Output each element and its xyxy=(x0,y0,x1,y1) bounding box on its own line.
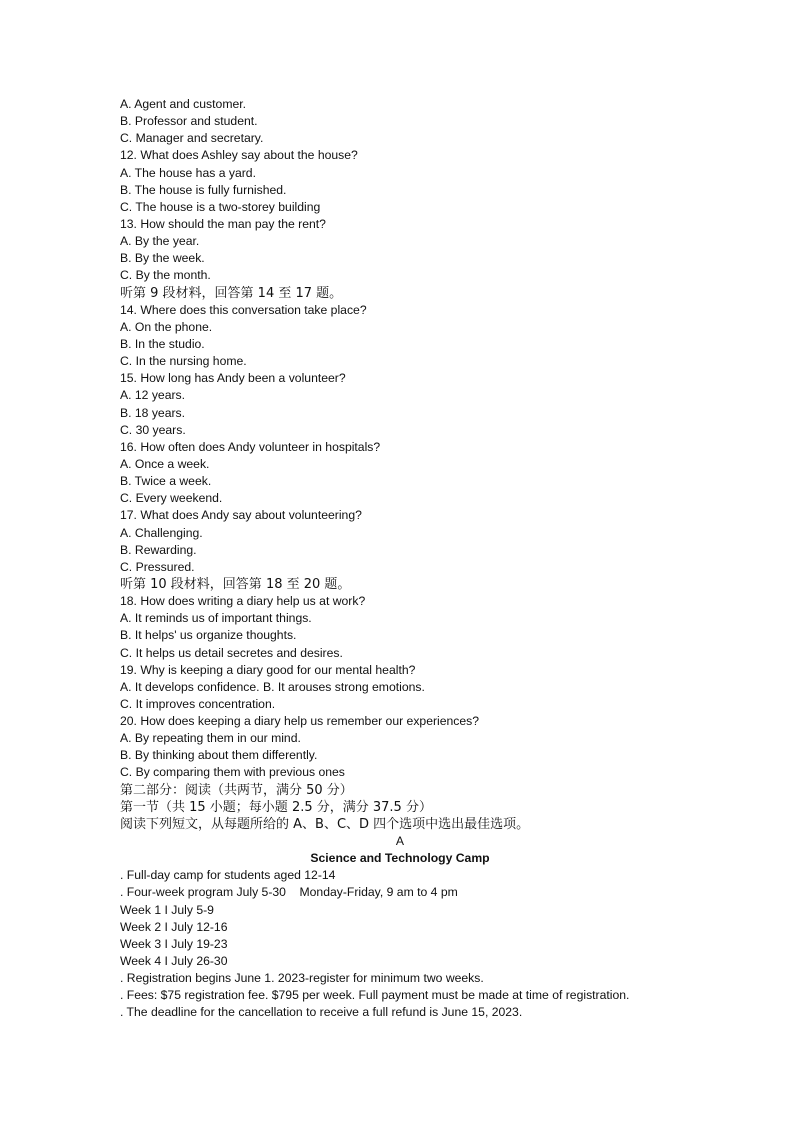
question-17: 17. What does Andy say about volunteering? xyxy=(120,508,362,523)
camp-week-4: Week 4 I July 26-30 xyxy=(120,954,228,969)
question-16: 16. How often does Andy volunteer in hospitals? xyxy=(120,439,381,454)
option-a-q12: A. The house has a yard. xyxy=(120,165,256,180)
question-15: 15. How long has Andy been a volunteer? xyxy=(120,371,346,386)
option-b-q12: B. The house is fully furnished. xyxy=(120,182,287,197)
passage-title: Science and Technology Camp xyxy=(310,851,490,866)
section-1-heading: 第一节（共 15 小题；每小题 2.5 分，满分 37.5 分） xyxy=(120,799,432,815)
option-b-q20: B. By thinking about them differently. xyxy=(120,748,318,763)
section-part-2-heading: 第二部分：阅读（共两节，满分 50 分） xyxy=(120,782,353,798)
option-c-q15: C. 30 years. xyxy=(120,422,186,437)
question-14: 14. Where does this conversation take place? xyxy=(120,302,367,317)
camp-bullet-program: . Four-week program July 5-30 Monday-Friday, 9 am to 4 pm xyxy=(120,885,458,900)
option-c-q19: C. It improves concentration. xyxy=(120,696,276,711)
reading-instruction: 阅读下列短文，从每题所给的 A、B、C、D 四个选项中选出最佳选项。 xyxy=(120,816,530,832)
option-a-q16: A. Once a week. xyxy=(120,456,210,471)
option-c-q18: C. It helps us detail secretes and desires. xyxy=(120,645,343,660)
instruction-material-10: 听第 10 段材料，回答第 18 至 20 题。 xyxy=(120,576,351,592)
option-b-q15: B. 18 years. xyxy=(120,405,186,420)
document-page xyxy=(120,96,680,1022)
instruction-material-9: 听第 9 段材料，回答第 14 至 17 题。 xyxy=(120,285,343,301)
question-18: 18. How does writing a diary help us at work? xyxy=(120,594,366,609)
option-a-q20: A. By repeating them in our mind. xyxy=(120,731,301,746)
camp-week-2: Week 2 I July 12-16 xyxy=(120,919,228,934)
option-b-q13: B. By the week. xyxy=(120,251,205,266)
option-a-q15: A. 12 years. xyxy=(120,388,186,403)
option-c-q13: C. By the month. xyxy=(120,268,211,283)
option-a-q14: A. On the phone. xyxy=(120,319,213,334)
option-b-q18: B. It helps' us organize thoughts. xyxy=(120,628,297,643)
question-20: 20. How does keeping a diary help us remember our experiences? xyxy=(120,714,480,729)
camp-week-3: Week 3 I July 19-23 xyxy=(120,936,228,951)
option-c-q20: C. By comparing them with previous ones xyxy=(120,765,345,780)
camp-week-1: Week 1 I July 5-9 xyxy=(120,902,214,917)
option-a-q13: A. By the year. xyxy=(120,234,200,249)
question-13: 13. How should the man pay the rent? xyxy=(120,216,326,231)
option-c-q17: C. Pressured. xyxy=(120,559,195,574)
camp-bullet-age: . Full-day camp for students aged 12-14 xyxy=(120,868,336,883)
option-b-q16: B. Twice a week. xyxy=(120,474,212,489)
option-b-q17: B. Rewarding. xyxy=(120,542,197,557)
option-ab-q19: A. It develops confidence. B. It arouses strong emotions. xyxy=(120,679,425,694)
option-b-q11: B. Professor and student. xyxy=(120,114,258,129)
option-c-q11: C. Manager and secretary. xyxy=(120,131,264,146)
passage-label: A xyxy=(395,834,405,849)
option-a-q17: A. Challenging. xyxy=(120,525,203,540)
option-a-q11: A. Agent and customer. xyxy=(120,97,247,111)
question-12: 12. What does Ashley say about the house? xyxy=(120,148,358,163)
option-a-q18: A. It reminds us of important things. xyxy=(120,611,312,626)
camp-bullet-registration: . Registration begins June 1. 2023-register for minimum two weeks. xyxy=(120,971,484,986)
option-c-q16: C. Every weekend. xyxy=(120,491,223,506)
camp-bullet-refund: . The deadline for the cancellation to receive a full refund is June 15, 2023. xyxy=(120,1005,523,1020)
option-b-q14: B. In the studio. xyxy=(120,336,205,351)
question-19: 19. Why is keeping a diary good for our mental health? xyxy=(120,662,416,677)
option-c-q12: C. The house is a two-storey building xyxy=(120,199,321,214)
option-c-q14: C. In the nursing home. xyxy=(120,354,247,369)
camp-bullet-fees: . Fees: $75 registration fee. $795 per week. Full payment must be made at time of registration. xyxy=(120,988,630,1003)
